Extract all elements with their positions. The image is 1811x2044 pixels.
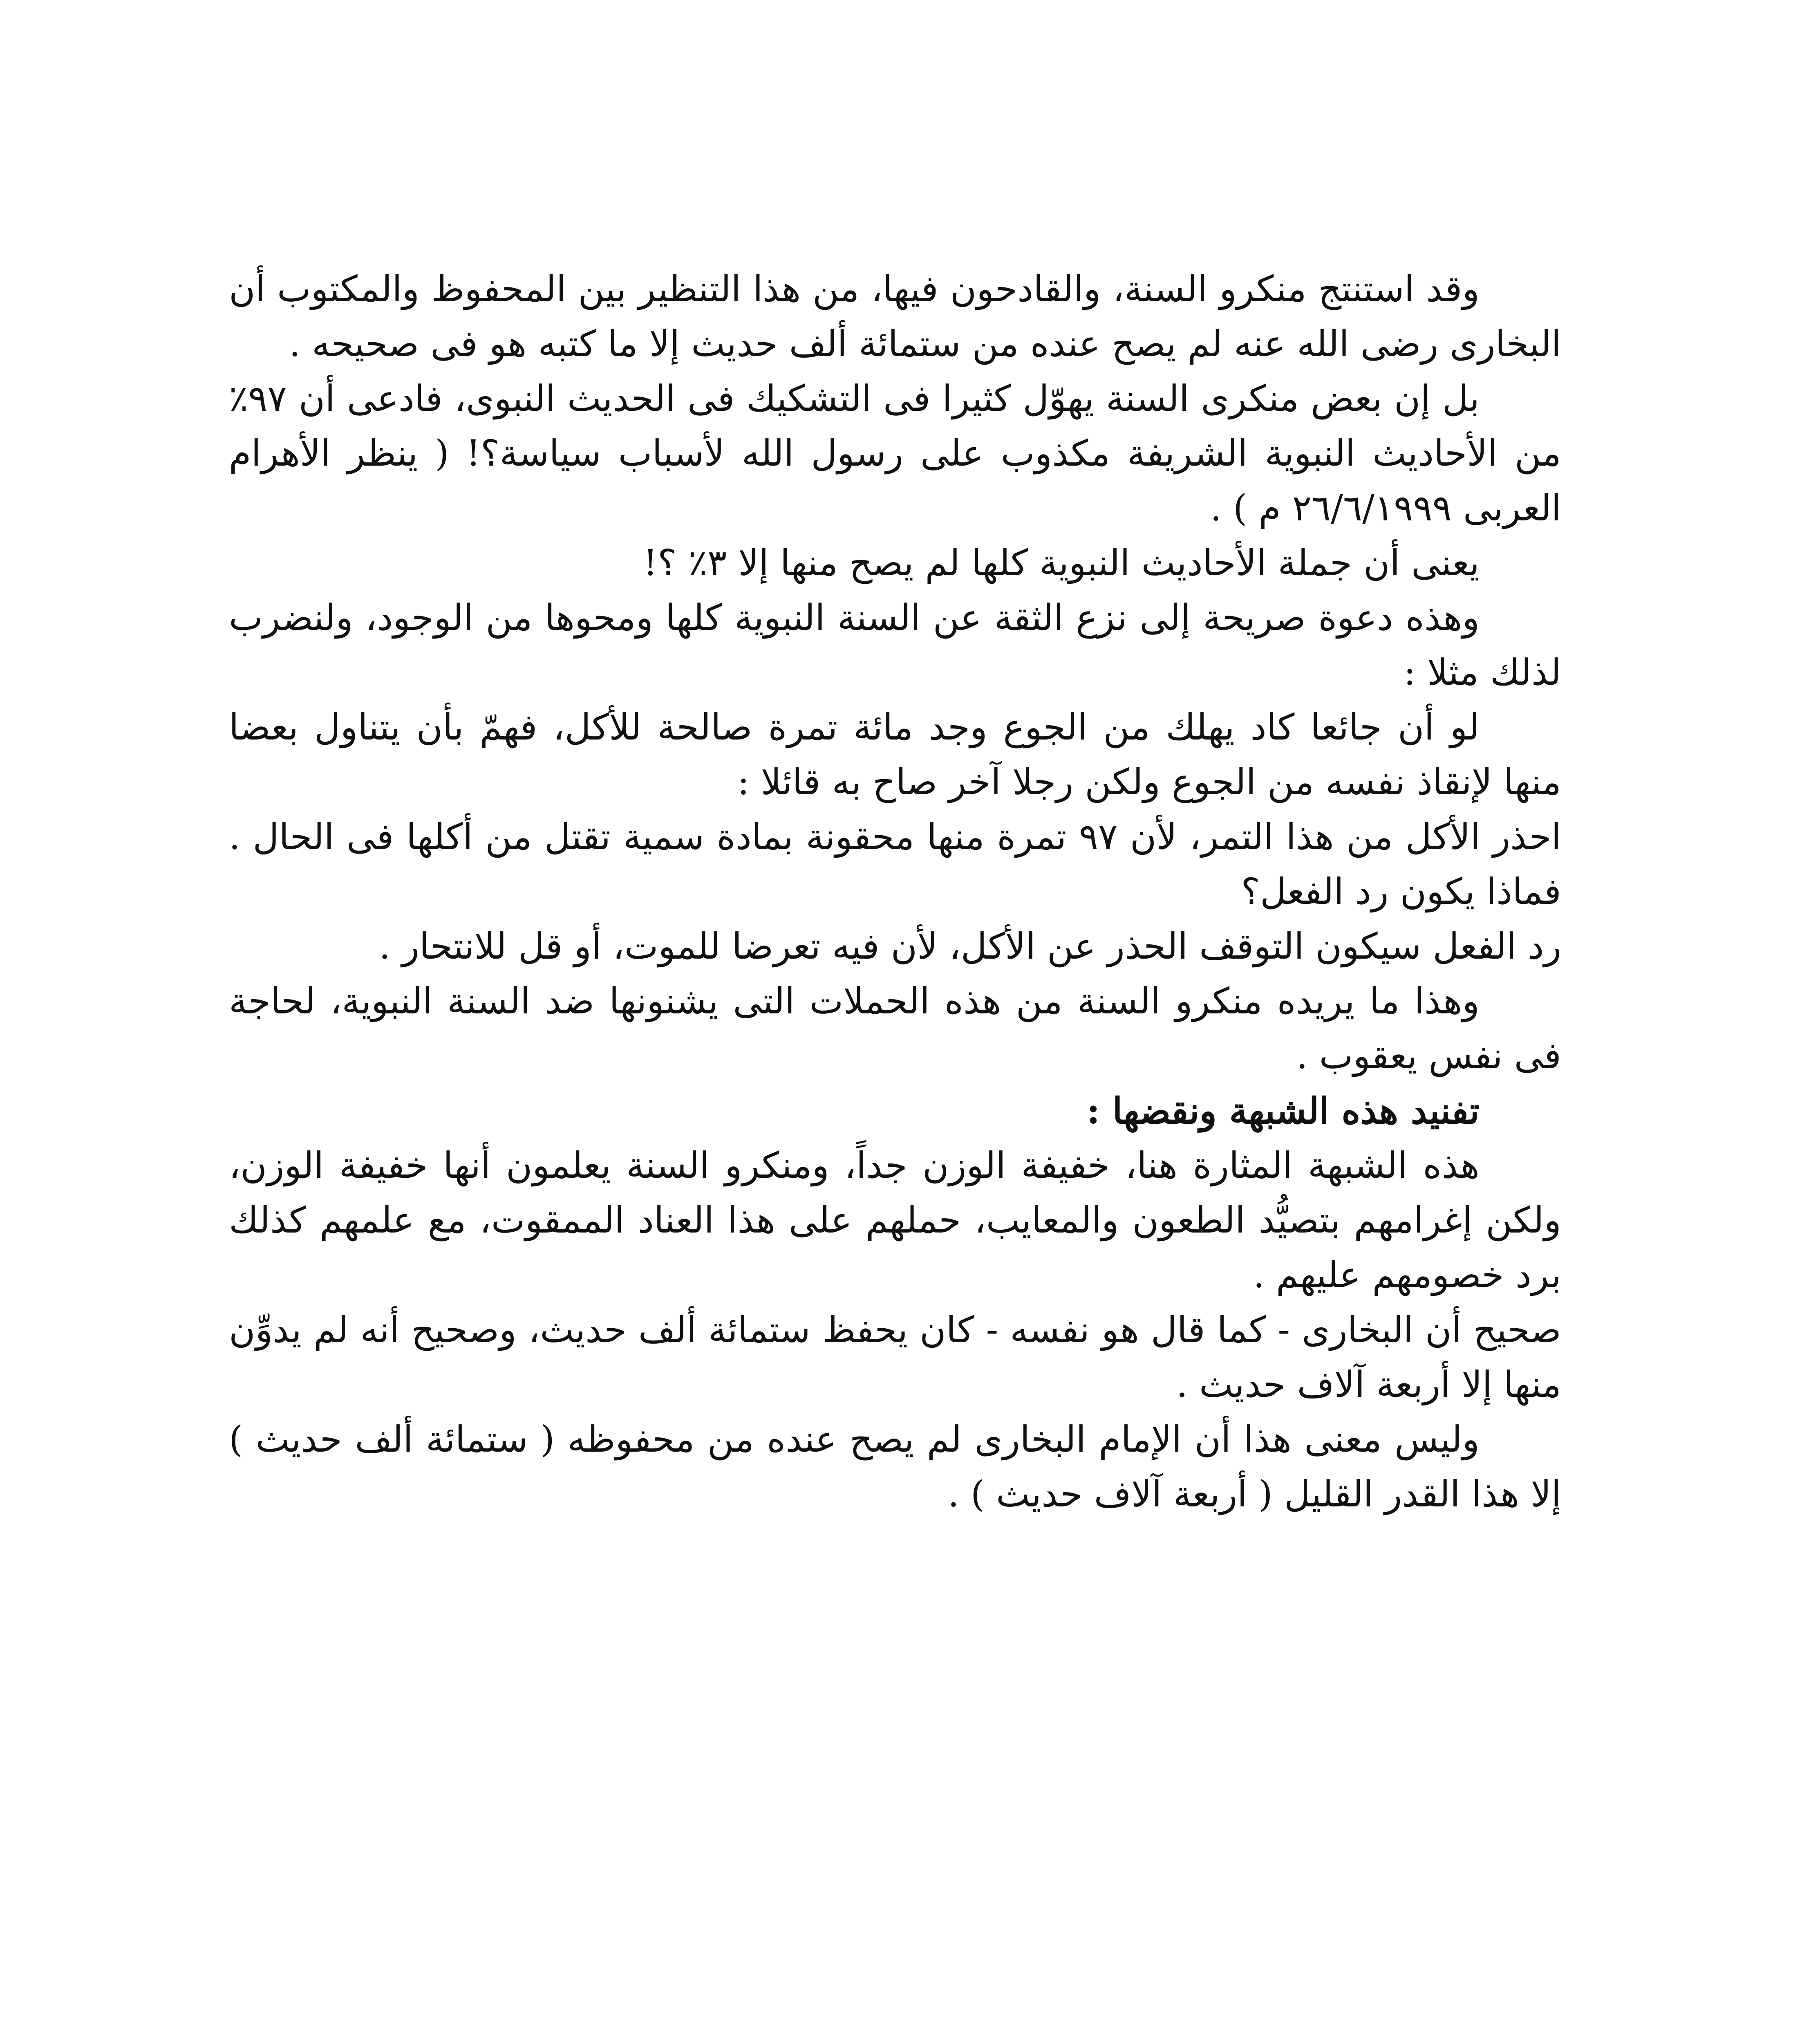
paragraph: وقد استنتج منكرو السنة، والقادحون فيها، من هذا التنظير بين المحفوظ والمكتوب أن البخارى رضى الله عنه لم يصح عنده من ستمائة ألف حديث إلا ما كتبه هو فى صحيحه . — [229, 268, 1561, 365]
paragraph: وليس معنى هذا أن الإمام البخارى لم يصح عنده من محفوظه ( ستمائة ألف حديث ) إلا هذا القدر القليل ( أربعة آلاف حديث ) . — [229, 1418, 1561, 1515]
paragraph: صحيح أن البخارى - كما قال هو نفسه - كان يحفظ ستمائة ألف حديث، وصحيح أنه لم يدوِّن منها إلا أربعة آلاف حديث . — [229, 1309, 1561, 1405]
paragraph: رد الفعل سيكون التوقف الحذر عن الأكل، لأن فيه تعرضا للموت، أو قل للانتحار . — [379, 925, 1561, 967]
body-text — [229, 262, 1561, 1522]
paragraph: لو أن جائعا كاد يهلك من الجوع وجد مائة تمرة صالحة للأكل، فهمّ بأن يتناول بعضا منها لإنقاذ نفسه من الجوع ولكن رجلا آخر صاح به قائلا : — [229, 706, 1561, 803]
paragraph: احذر الأكل من هذا التمر، لأن ٩٧ تمرة منها محقونة بمادة سمية تقتل من أكلها فى الحال . فماذا يكون رد الفعل؟ — [229, 816, 1561, 912]
paragraph: بل إن بعض منكرى السنة يهوّل كثيرا فى التشكيك فى الحديث النبوى، فادعى أن ٩٧٪ من الأحاديث النبوية الشريفة مكذوب على رسول الله لأسباب سياسة؟! ( ينظر الأهرام العربى ٢٦/٦/١٩٩٩ م ) . — [229, 377, 1561, 529]
paragraph: هذه الشبهة المثارة هنا، خفيفة الوزن جداً، ومنكرو السنة يعلمون أنها خفيفة الوزن، ولكن إغرامهم بتصيُّد الطعون والمعايب، حملهم على هذا العناد الممقوت، مع علمهم كذلك برد خصومهم عليهم . — [229, 1144, 1561, 1296]
section-heading: تفنيد هذه الشبهة ونقضها : — [1086, 1089, 1480, 1132]
paragraph: يعنى أن جملة الأحاديث النبوية كلها لم يصح منها إلا ٣٪ ؟! — [643, 542, 1480, 584]
paragraph: وهذا ما يريده منكرو السنة من هذه الحملات التى يشنونها ضد السنة النبوية، لحاجة فى نفس يعقوب . — [229, 980, 1561, 1077]
paragraph: وهذه دعوة صريحة إلى نزع الثقة عن السنة النبوية كلها ومحوها من الوجود، ولنضرب لذلك مثلا : — [229, 596, 1561, 693]
